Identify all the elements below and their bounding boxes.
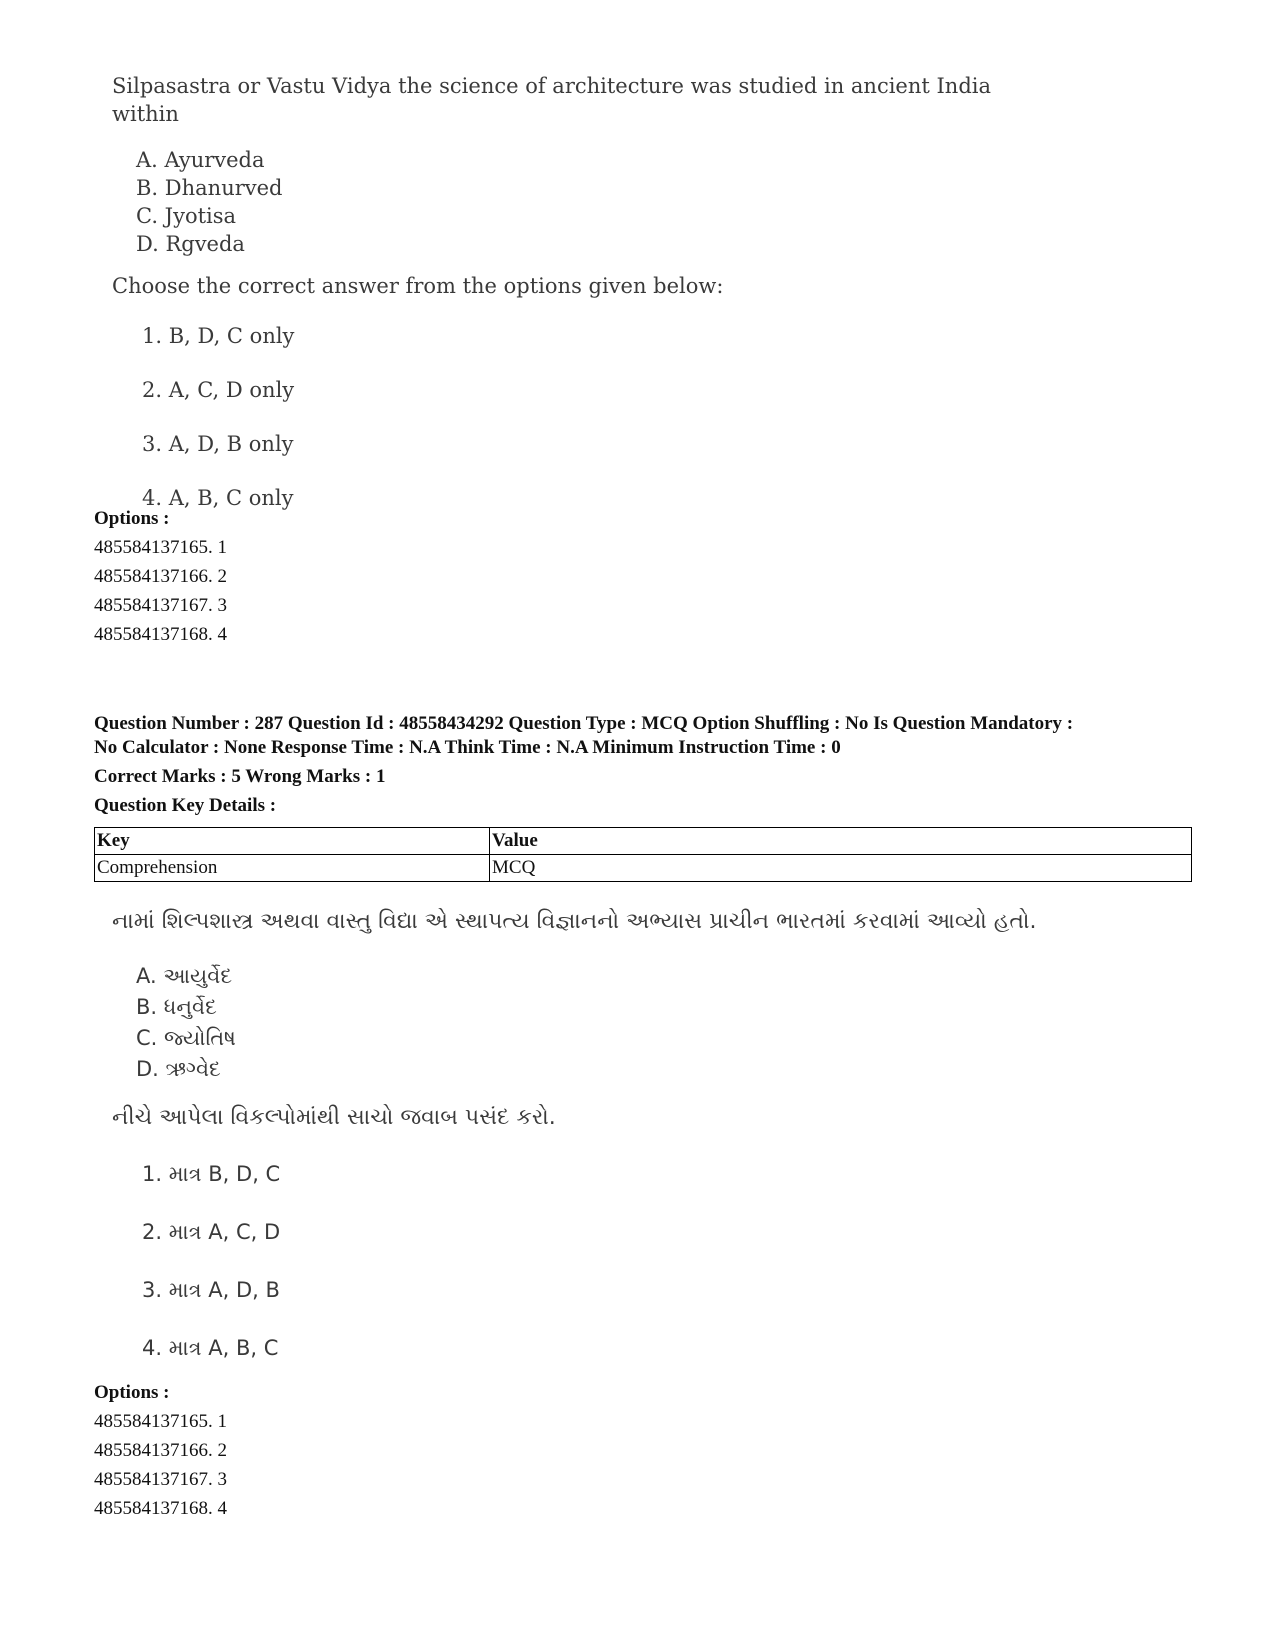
answer-choice: 4. માત્ર A, B, C [142, 1336, 279, 1360]
option-id-line: 485584137167. 3 [94, 1469, 227, 1490]
statement-item: B. Dhanurved [136, 176, 283, 200]
option-id-line: 485584137167. 3 [94, 595, 227, 616]
question-key-table [94, 827, 1192, 882]
metadata-line: No Calculator : None Response Time : N.A Think Time : N.A Minimum Instruction Time : 0 [94, 737, 841, 758]
statement-item: A. આયુર્વેદ [136, 964, 233, 988]
options-heading: Options : [94, 508, 170, 529]
question-image-english [112, 72, 1012, 512]
option-id-line: 485584137166. 2 [94, 1440, 227, 1461]
options-section [94, 1378, 227, 1523]
answer-choice: 1. માત્ર B, D, C [142, 1162, 281, 1186]
options-section [94, 504, 227, 649]
options-heading: Options : [94, 1382, 170, 1403]
choose-instruction: Choose the correct answer from the options given below: [112, 274, 724, 298]
answer-choice: 2. માત્ર A, C, D [142, 1220, 281, 1244]
option-id-line: 485584137166. 2 [94, 566, 227, 587]
question-image-gujarati [112, 905, 1212, 1363]
statement-item: C. Jyotisa [136, 204, 237, 228]
answer-choice: 1. B, D, C only [142, 324, 295, 348]
table-header-cell: Key [95, 828, 490, 855]
option-id-line: 485584137165. 1 [94, 537, 227, 558]
question-metadata [94, 712, 1194, 818]
statement-item: A. Ayurveda [136, 148, 265, 172]
answer-choice-list-gujarati [142, 1159, 1212, 1363]
question-stem-gujarati: નામાં શિલ્પશાસ્ત્ર અથવા વાસ્તુ વિદ્યા એ સ્થાપત્ય વિજ્ઞાનનો અભ્યાસ પ્રાચીન ભારતમાં કરવામાં આવ્યો હતો. [112, 909, 1037, 934]
option-id-line: 485584137165. 1 [94, 1411, 227, 1432]
answer-choice: 2. A, C, D only [142, 378, 295, 402]
marks-line: Correct Marks : 5 Wrong Marks : 1 [94, 766, 386, 787]
statement-item: B. ધનુર્વેદ [136, 995, 217, 1019]
key-details-heading: Question Key Details : [94, 795, 277, 816]
answer-choice: 3. A, D, B only [142, 432, 294, 456]
answer-choice-list [142, 322, 1012, 512]
answer-choice: 3. માત્ર A, D, B [142, 1278, 280, 1302]
table-cell: Comprehension [95, 855, 490, 882]
statement-list [136, 146, 1012, 258]
statement-list-gujarati [136, 961, 1212, 1085]
table-header-row [95, 828, 1192, 855]
statement-item: C. જ્યોતિષ [136, 1026, 236, 1050]
choose-instruction-gujarati: નીચે આપેલા વિકલ્પોમાંથી સાચો જવાબ પસંદ કરો. [112, 1105, 556, 1130]
option-id-line: 485584137168. 4 [94, 624, 227, 645]
option-id-line: 485584137168. 4 [94, 1498, 227, 1519]
table-header-cell: Value [490, 828, 1192, 855]
answer-choice: 4. A, B, C only [142, 486, 294, 510]
table-row [95, 855, 1192, 882]
statement-item: D. ઋગ્વેદ [136, 1057, 221, 1081]
question-stem: Silpasastra or Vastu Vidya the science of architecture was studied in ancient India within [112, 74, 991, 126]
metadata-line: Question Number : 287 Question Id : 48558434292 Question Type : MCQ Option Shuffling : No Is Question Mandatory : [94, 713, 1074, 734]
statement-item: D. Rgveda [136, 232, 245, 256]
table-cell: MCQ [490, 855, 1192, 882]
